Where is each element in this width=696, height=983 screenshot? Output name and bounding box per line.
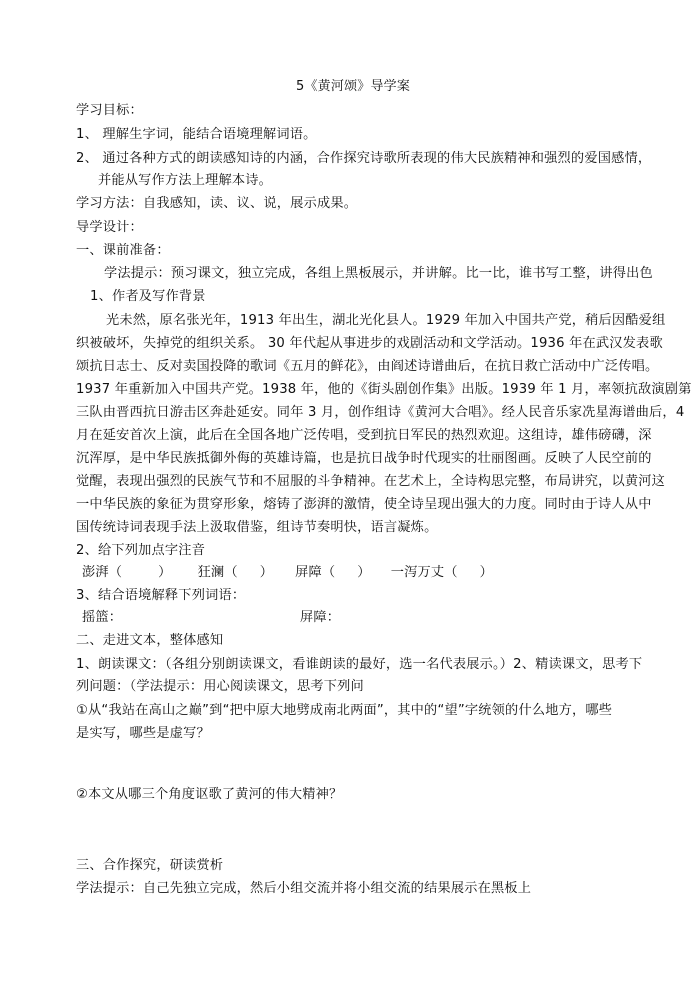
bio-line: 月在延安首次上演，此后在全国各地广泛传唱，受到抗日军民的热烈欢迎。这组诗，雄伟磅礴，深: [76, 428, 652, 443]
pinyin-item: 一泻万丈（: [390, 565, 458, 580]
pinyin-item-close: ）: [259, 565, 274, 580]
section-3-tip: 学法提示：自己先独立完成，然后小组交流并将小组交流的结果展示在黑板上: [76, 881, 532, 896]
subsection-pinyin: 2、给下列加点字注音: [76, 543, 206, 558]
pinyin-item: 澎湃（: [82, 565, 123, 580]
objective-2-line-1: 2、 通过各种方式的朗读感知诗的内涵，合作探究诗歌所表现的伟大民族精神和强烈的爱国感情，: [76, 151, 652, 166]
bio-line: 1937 年重新加入中国共产党。1938 年，他的《街头剧创作集》出版。1939 年 1 月，率领抗敌演剧第: [76, 382, 692, 397]
reading-task-line-1: 1、朗读课文：（各组分别朗读课文，看谁朗读的最好，选一名代表展示。）2、精读课文，思考下: [76, 657, 643, 672]
subsection-explain-words: 3、结合语境解释下列词语：: [76, 588, 246, 603]
pinyin-item: 狂澜（: [197, 565, 238, 580]
bio-line: 一中华民族的象征为贯穿形象，熔铸了澎湃的激情，使全诗呈现出强大的力度。同时由于诗人从中: [76, 497, 652, 512]
section-1-tip: 学法提示：预习课文，独立完成，各组上黑板展示，并讲解。比一比，谁书写工整，讲得出色: [104, 266, 653, 281]
bio-line: 国传统诗词表现手法上汲取借鉴，组诗节奏明快，语言凝炼。: [76, 520, 438, 535]
bio-line: 三队由晋西抗日游击区奔赴延安。同年 3 月，创作组诗《黄河大合唱》。经人民音乐家冼星海谱曲后，4: [76, 405, 685, 420]
explain-word-yaolan: 摇篮：: [82, 610, 123, 625]
bio-line: 织被破坏，失掉党的组织关系。 30 年代起从事进步的戏剧活动和文学活动。1936 年在武汉发表歌: [76, 336, 663, 351]
objectives-heading: 学习目标：: [76, 103, 143, 118]
bio-line: 光未然，原名张光年，1913 年出生，湖北光化县人。1929 年加入中国共产党，稍后因酷爱组: [106, 313, 666, 328]
reading-task-line-2: 列问题：（学法提示：用心阅读课文，思考下列问: [76, 679, 364, 694]
pinyin-item: 屏障（: [295, 565, 336, 580]
question-1-line-1: ①从“我站在高山之巅”到“把中原大地劈成南北两面”，其中的“望”字统领的什么地方，哪些: [76, 703, 613, 718]
pinyin-item-close: ）: [158, 565, 172, 580]
section-3-heading: 三、合作探究，研读赏析: [76, 858, 224, 873]
objective-1: 1、 理解生字词，能结合语境理解词语。: [76, 127, 317, 142]
bio-line: 觉醒，表现出强烈的民族气节和不屈服的斗争精神。在艺术上，全诗构思完整，布局讲究，以黄河这: [76, 474, 666, 489]
bio-line: 颂抗日志士、反对卖国投降的歌词《五月的鲜花》，由阎述诗谱曲后，在抗日救亡活动中广泛传唱。: [76, 359, 659, 374]
pinyin-item-close: ）: [357, 565, 371, 580]
question-1-line-2: 是实写，哪些是虚写？: [76, 726, 210, 741]
bio-line: 沉浑厚，是中华民族抵御外侮的英雄诗篇，也是抗日战争时代现实的壮丽图画。反映了人民空前的: [76, 451, 652, 466]
subsection-author-background: 1、作者及写作背景: [90, 289, 206, 304]
pinyin-item-close: ）: [479, 565, 494, 580]
section-2-heading: 二、走进文本，整体感知: [76, 633, 224, 648]
objective-2-line-2: 并能从写作方法上理解本诗。: [98, 173, 273, 188]
design-heading: 导学设计：: [76, 220, 143, 235]
question-2: ②本文从哪三个角度讴歌了黄河的伟大精神？: [76, 787, 343, 802]
learning-methods: 学习方法：自我感知，读、议、说，展示成果。: [76, 196, 358, 211]
pinyin-exercise-row: [82, 564, 493, 582]
document-title: 5《黄河颂》导学案: [296, 79, 411, 94]
explain-word-pingzhang: 屏障：: [300, 610, 341, 625]
section-1-heading: 一、课前准备：: [76, 243, 170, 258]
